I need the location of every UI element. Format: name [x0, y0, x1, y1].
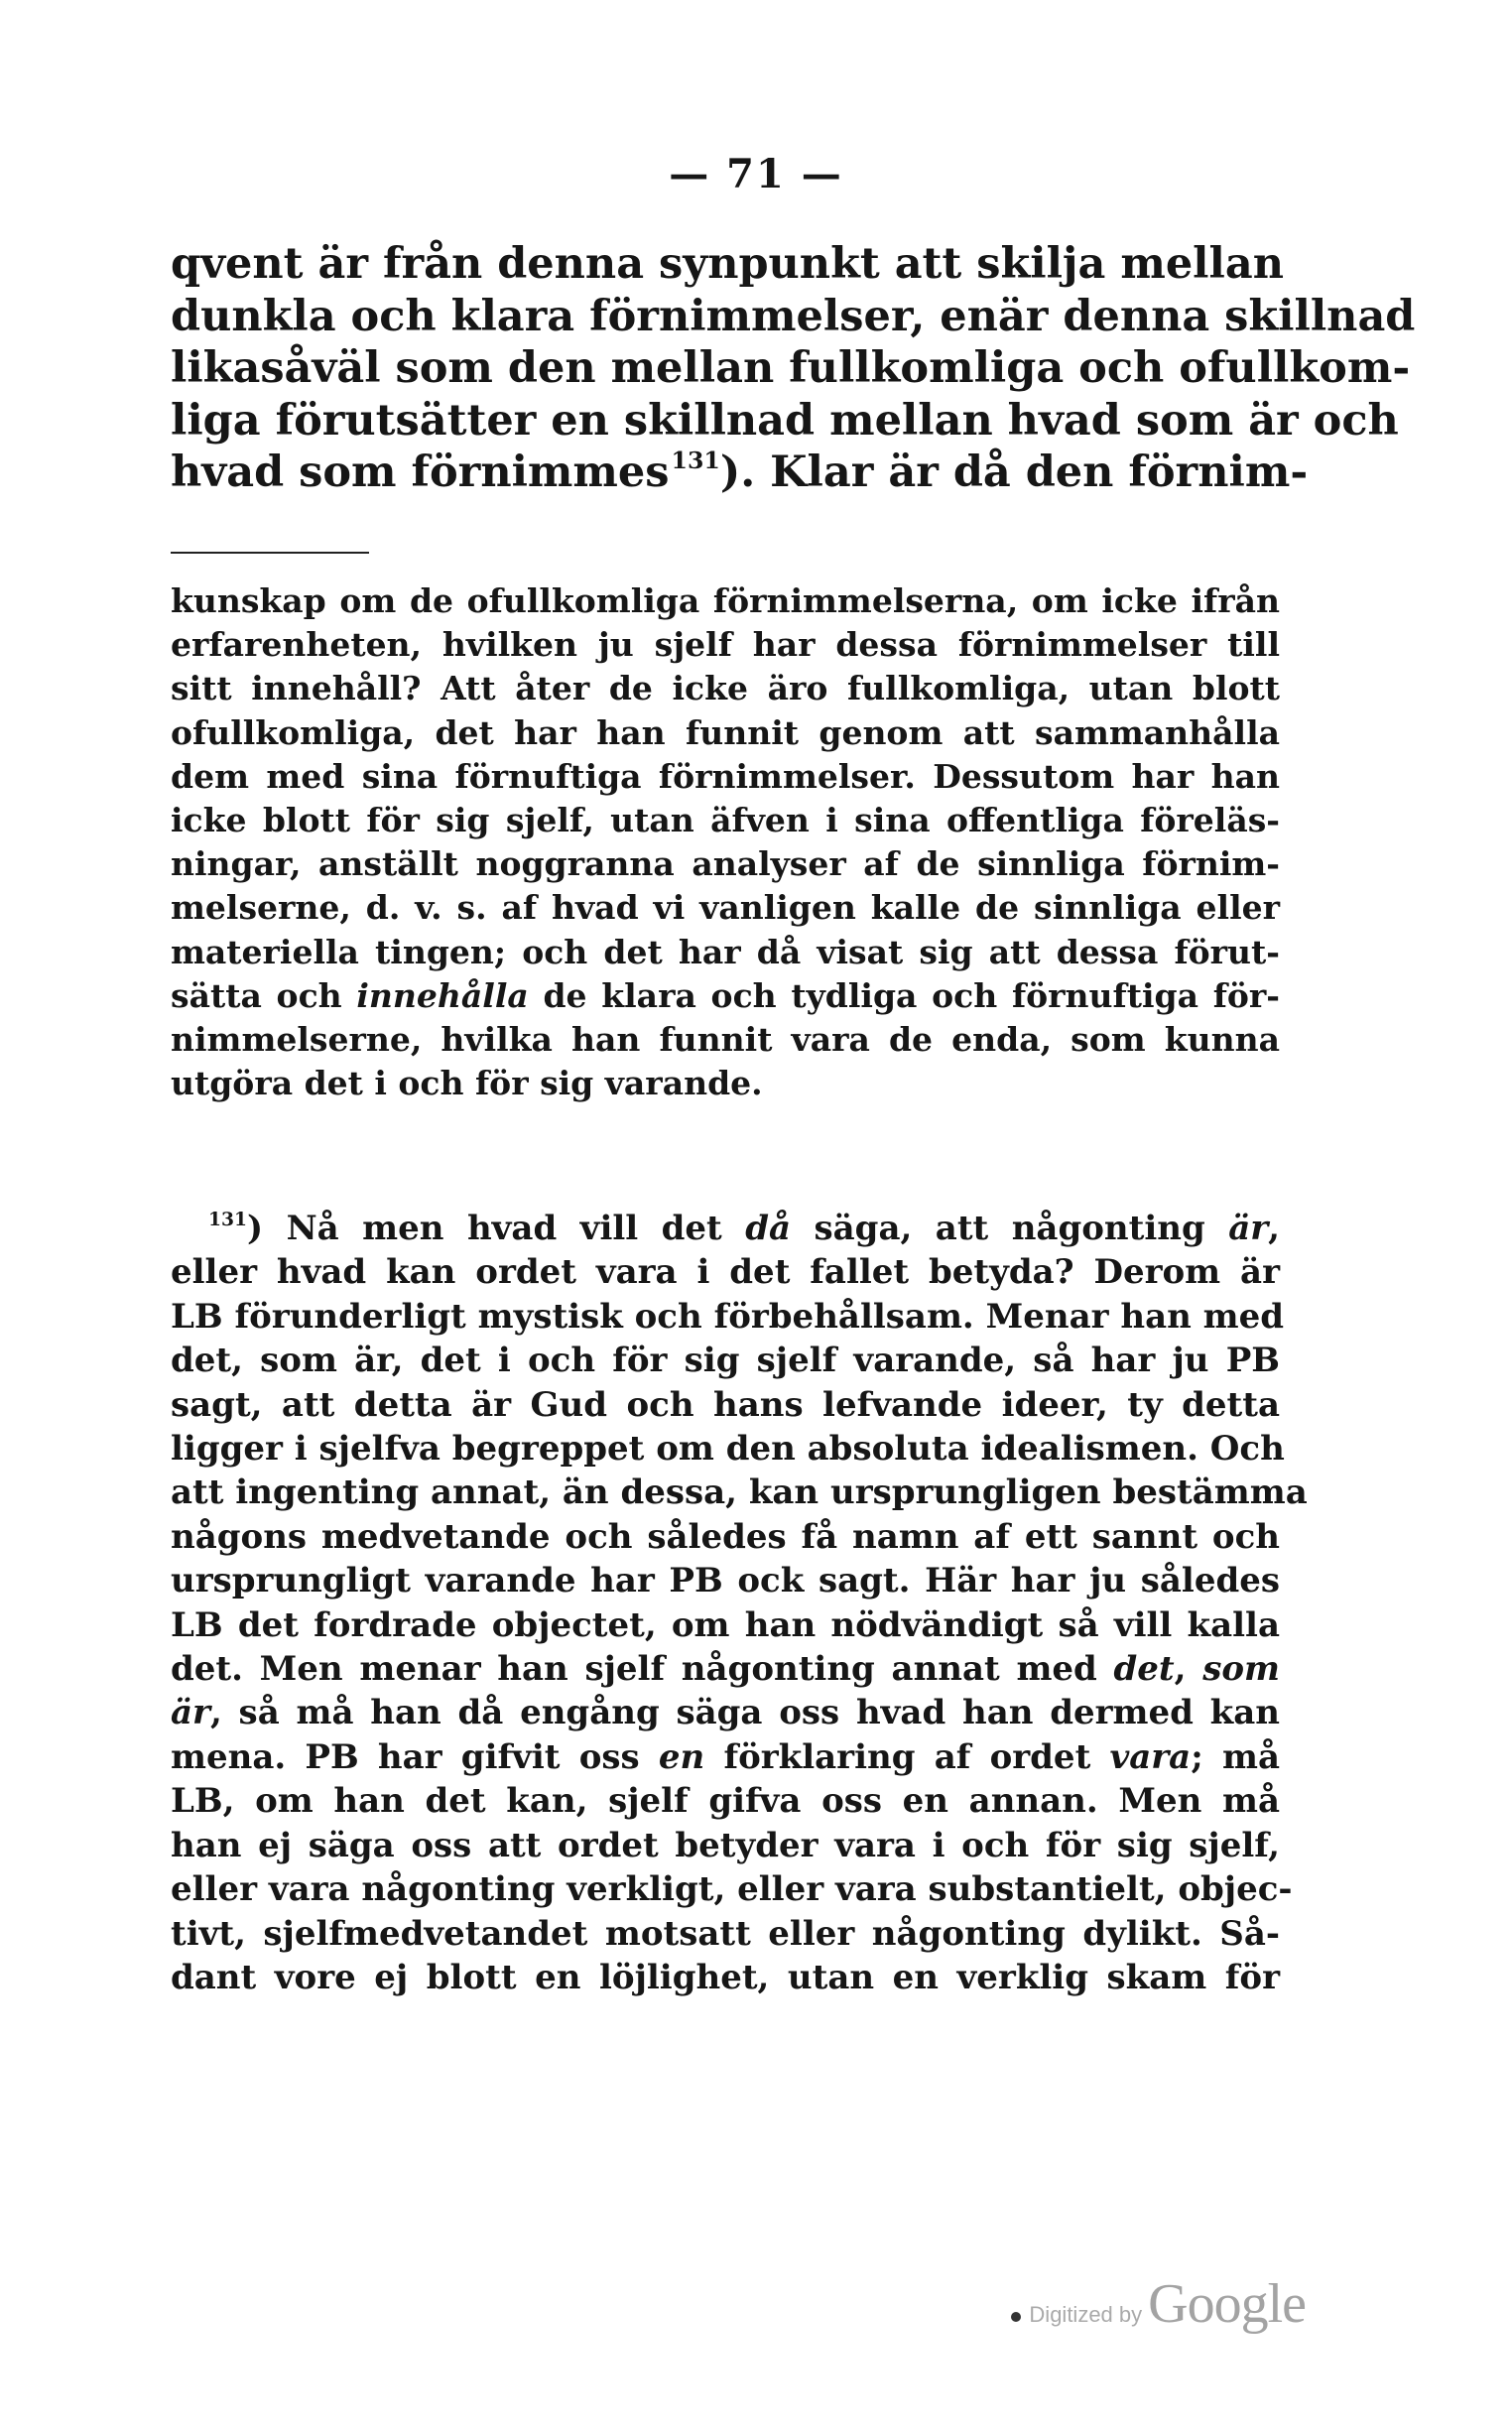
italic-word: är [1228, 1209, 1269, 1248]
text-segment: , [1174, 1649, 1203, 1690]
note-line: dem med sina förnuftiga förnimmelser. Dessutom har han [171, 756, 1280, 796]
text-segment: hvad som förnimmes [171, 448, 670, 497]
italic-word: vara [1109, 1736, 1192, 1777]
italic-word: det [1113, 1649, 1175, 1690]
note-line: han ej säga oss att ordet betyder vara i och för sig sjelf, [171, 1825, 1280, 1865]
note-line: ursprungligt varande har PB ock sagt. Här har ju således [171, 1561, 1280, 1601]
note-line [171, 1207, 1280, 1250]
note-line: det, som är, det i och för sig sjelf varande, så har ju PB [171, 1341, 1280, 1381]
note-line: utgöra det i och för sig varande. [171, 1064, 763, 1103]
text-segment: ) Nå men hvad vill det [247, 1209, 746, 1248]
note-line: eller hvad kan ordet vara i det fallet betyda? Derom är [171, 1252, 1280, 1293]
text-segment: det. Men menar han sjelf någonting annat med [171, 1649, 1114, 1690]
note-line: erfarenheten, hvilken ju sjelf har dessa förnimmelser till [171, 625, 1280, 665]
continued-footnote [171, 579, 1280, 1105]
digitization-watermark [1011, 2272, 1306, 2336]
note-line: LB det fordrade objectet, om han nödvändigt så vill kalla [171, 1604, 1280, 1645]
note-line: eller vara någonting verkligt, eller vara substantielt, objec- [171, 1869, 1293, 1910]
note-line [171, 1691, 1280, 1734]
note-line: ningar, anställt noggranna analyser af de sinnliga förnim- [171, 844, 1280, 884]
note-line: någons medvetande och således få namn af ett sannt och [171, 1516, 1280, 1557]
page-number: — 71 — [669, 151, 843, 197]
footnote-marker: 131 [208, 1208, 248, 1230]
note-line: sagt, att detta är Gud och hans lefvande ideer, ty detta [171, 1384, 1280, 1425]
note-line: icke blott för sig sjelf, utan äfven i sina offentliga föreläs- [171, 801, 1280, 840]
text-segment: mena. PB har gifvit oss [171, 1736, 659, 1777]
note-line: LB förunderligt mystisk och förbehållsam. Menar han med [171, 1296, 1285, 1337]
text-line: liga förutsätter en skillnad mellan hvad som är och [171, 395, 1399, 446]
note-line: kunskap om de ofullkomliga förnimmelserna, om icke ifrån [171, 581, 1280, 620]
text-line: qvent är från denna synpunkt att skilja mellan [171, 239, 1284, 289]
italic-word: är [171, 1693, 210, 1733]
italic-word: innehålla [356, 975, 529, 1015]
note-line [171, 974, 1280, 1018]
note-line: ligger i sjelfva begreppet om den absoluta idealismen. Och [171, 1429, 1285, 1470]
note-line: sitt innehåll? Att åter de icke äro fullkomliga, utan blott [171, 669, 1280, 708]
footnote-131 [171, 1207, 1308, 1999]
note-line [171, 1647, 1280, 1691]
note-line: att ingenting annat, än dessa, kan ursprungligen bestämma [171, 1472, 1308, 1513]
text-segment: förklaring af ordet [704, 1736, 1110, 1777]
text-segment: sätta och [171, 975, 357, 1015]
note-line: dant vore ej blott en löjlighet, utan en verklig skam för [171, 1957, 1280, 1997]
text-segment: säga, att någonting [791, 1209, 1229, 1248]
note-line [171, 1735, 1280, 1779]
text-segment: ; må [1191, 1736, 1280, 1777]
text-segment: de klara och tydliga och förnuftiga för- [528, 975, 1280, 1015]
note-line: nimmelserne, hvilka han funnit vara de enda, som kunna [171, 1020, 1280, 1060]
note-line: ofullkomliga, det har han funnit genom att sammanhålla [171, 712, 1280, 752]
text-segment: , så må han då engång säga oss hvad han dermed kan [209, 1693, 1280, 1733]
italic-word: som [1202, 1649, 1280, 1690]
main-text [171, 238, 1416, 499]
footnote-reference: 131 [671, 447, 720, 475]
text-segment: ). Klar är då den förnim- [719, 448, 1309, 497]
note-line: tivt, sjelfmedvetandet motsatt eller någonting dylikt. Så- [171, 1913, 1280, 1954]
watermark-prefix: Digitized by [1029, 2302, 1143, 2327]
watermark-brand: Google [1148, 2273, 1306, 2335]
note-line: melserne, d. v. s. af hvad vi vanligen kalle de sinnliga eller [171, 888, 1280, 928]
text-line: dunkla och klara förnimmelser, enär denna skillnad [171, 291, 1416, 341]
italic-word: då [745, 1209, 792, 1248]
footnote-divider [171, 552, 369, 554]
text-segment: , [1268, 1209, 1280, 1248]
note-line: LB, om han det kan, sjelf gifva oss en annan. Men må [171, 1781, 1280, 1822]
text-line [171, 447, 1309, 499]
watermark-dot-icon [1011, 2312, 1021, 2322]
note-line: materiella tingen; och det har då visat sig att dessa förut- [171, 932, 1280, 971]
italic-word: en [658, 1736, 705, 1777]
text-line: likasåväl som den mellan fullkomliga och ofullkom- [171, 343, 1411, 393]
